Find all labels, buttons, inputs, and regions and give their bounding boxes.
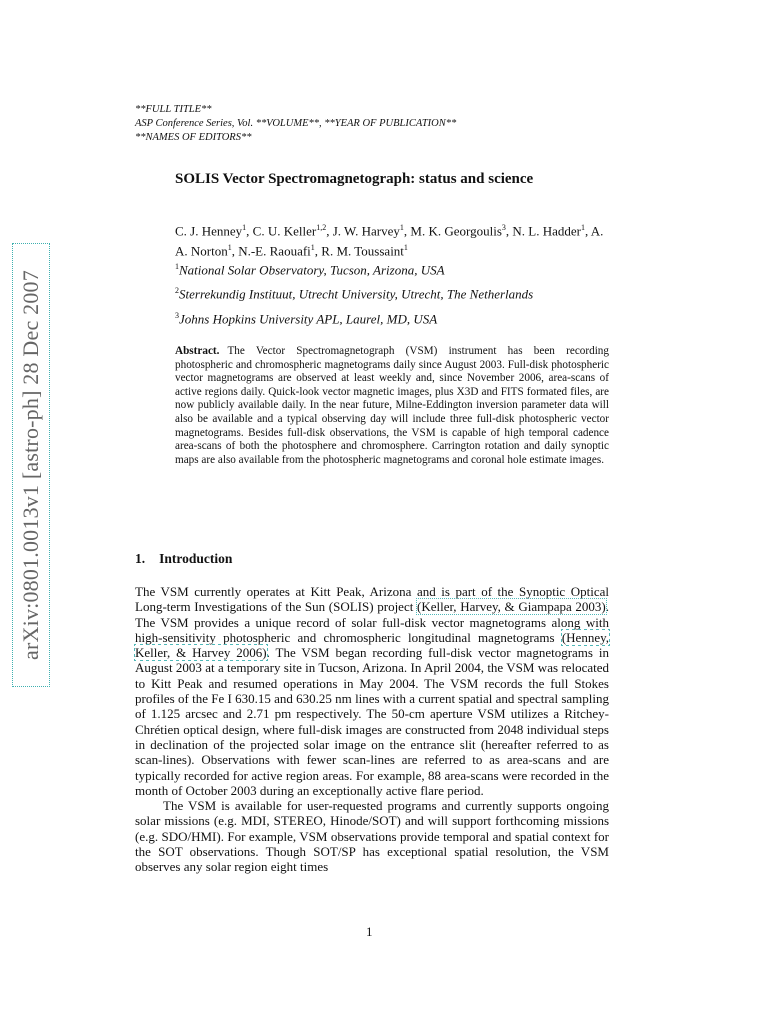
header-editors: **NAMES OF EDITORS** bbox=[135, 132, 252, 143]
section-heading bbox=[135, 551, 232, 567]
affiliation-2 bbox=[175, 286, 533, 302]
author-separator: , bbox=[314, 243, 322, 259]
page-number: 1 bbox=[366, 924, 373, 939]
author-affil-mark: 1 bbox=[580, 223, 585, 232]
section-title: Introduction bbox=[159, 551, 233, 566]
section-number: 1. bbox=[135, 551, 146, 566]
affiliation-text: National Solar Observatory, Tucson, Arizona, USA bbox=[179, 262, 445, 278]
author-name: R. M. Toussaint bbox=[321, 243, 404, 259]
author-affil-mark: 1 bbox=[399, 223, 404, 232]
arxiv-stamp-link[interactable] bbox=[12, 243, 50, 687]
affiliation-1 bbox=[175, 262, 445, 278]
affiliation-text: Sterrekundig Instituut, Utrecht University, Utrecht, The Netherlands bbox=[179, 286, 534, 302]
abstract-text: The Vector Spectromagnetograph (VSM) instrument has been recording photospheric and chromospheric magnetograms daily since August 2003. Full-disk photospheric vector magnetograms are observed at least weekly and, since November 2006, area-scans of active regions daily. Quick-look vector magnetic images, plus X3D and FITS formated files, are now publicly available daily. In the near future, Milne-Eddington inversion parameter data will also be available and a typical observing day will include three full-disk photospheric vector magnetograms. Besides full-disk observations, the VSM is capable of high temporal cadence area-scans of both the photosphere and chromosphere. Carrington rotation and daily synoptic maps are also available from the photospheric magnetograms and coronal hole estimate images. bbox=[175, 345, 609, 466]
citation-link[interactable]: (Henney, Keller, & Harvey 2006) bbox=[135, 629, 609, 661]
author-affil-mark: 1,2 bbox=[316, 223, 327, 232]
author-name: N.-E. Raouafi bbox=[238, 243, 311, 259]
author-separator: , bbox=[231, 243, 239, 259]
body-text bbox=[135, 584, 609, 875]
author-name: A. A. Norton bbox=[175, 223, 604, 259]
abstract bbox=[175, 345, 609, 467]
author-separator: , bbox=[584, 223, 591, 239]
author-name: C. J. Henney bbox=[175, 223, 243, 239]
paragraph-text: . The VSM began recording full-disk vector magnetograms in August 2003 at a temporary site in Tucson, Arizona. In April 2004, the VSM was relocated to Kitt Peak and resumed operations in May 2004. The VSM records the full Stokes profiles of the Fe I 630.15 and 630.25 nm lines with a current spatial and spectral sampling of 1.125 arcsec and 2.71 pm respectively. The 50-cm aperture VSM utilizes a Ritchey-Chrétien optical design, where full-disk images are constructed from 2048 individual steps in declination of the projected solar image on the entrance slit (hereafter referred to as scan-lines). Observations with fewer scan-lines are referred to as area-scans and are typically recorded for active region areas. For example, 88 area-scans were recorded in the month of October 2003 during an exceptionally active flare period. bbox=[135, 645, 609, 798]
header-series: ASP Conference Series, Vol. **VOLUME**, **YEAR OF PUBLICATION** bbox=[135, 118, 457, 129]
author-affil-mark: 1 bbox=[310, 243, 315, 253]
author-separator: , bbox=[505, 223, 513, 239]
abstract-label: Abstract. bbox=[175, 345, 220, 357]
affiliation-mark: 2 bbox=[175, 286, 179, 295]
author-separator: , bbox=[403, 223, 411, 239]
affiliation-3 bbox=[175, 311, 437, 327]
author-list bbox=[175, 219, 615, 260]
paragraph-text: The VSM currently operates at Kitt Peak, Arizona and is part of the Synoptic Optical Long-term Investigations of the Sun (SOLIS) project bbox=[135, 584, 609, 615]
author-name: C. U. Keller bbox=[252, 223, 317, 239]
paper-title: SOLIS Vector Spectromagnetograph: status and science bbox=[175, 171, 534, 187]
author-separator: , bbox=[246, 223, 253, 239]
paragraph bbox=[135, 584, 609, 798]
paragraph-text: . The VSM provides a unique record of solar full-disk vector magnetograms along with high-sensitivity photospheric and chromospheric longitudinal magnetograms bbox=[135, 599, 609, 645]
affiliation-mark: 3 bbox=[175, 311, 179, 320]
affiliation-text: Johns Hopkins University APL, Laurel, MD, USA bbox=[179, 311, 438, 327]
citation-link[interactable]: (Keller, Harvey, & Giampapa 2003) bbox=[417, 599, 606, 615]
author-affil-mark: 1 bbox=[242, 223, 247, 232]
affiliation-mark: 1 bbox=[175, 262, 179, 271]
author-name: M. K. Georgoulis bbox=[410, 223, 502, 239]
author-name: N. L. Hadder bbox=[512, 223, 581, 239]
author-name: J. W. Harvey bbox=[332, 223, 400, 239]
paragraph: The VSM is available for user-requested programs and currently supports ongoing solar missions (e.g. MDI, STEREO, Hinode/SOT) and will support forthcoming missions (e.g. SDO/HMI). For example, VSM observations provide temporal and spatial context for the SOT observations. Though SOT/SP has exceptional spatial resolution, the VSM observes any solar region eight times bbox=[135, 798, 609, 875]
author-affil-mark: 1 bbox=[403, 243, 408, 253]
author-separator: , bbox=[326, 223, 333, 239]
author-affil-mark: 3 bbox=[501, 223, 506, 232]
conference-header bbox=[135, 103, 456, 145]
header-full-title: **FULL TITLE** bbox=[135, 104, 212, 115]
author-affil-mark: 1 bbox=[227, 243, 232, 253]
arxiv-stamp-text: arXiv:0801.0013v1 [astro-ph] 28 Dec 2007 bbox=[18, 270, 43, 660]
